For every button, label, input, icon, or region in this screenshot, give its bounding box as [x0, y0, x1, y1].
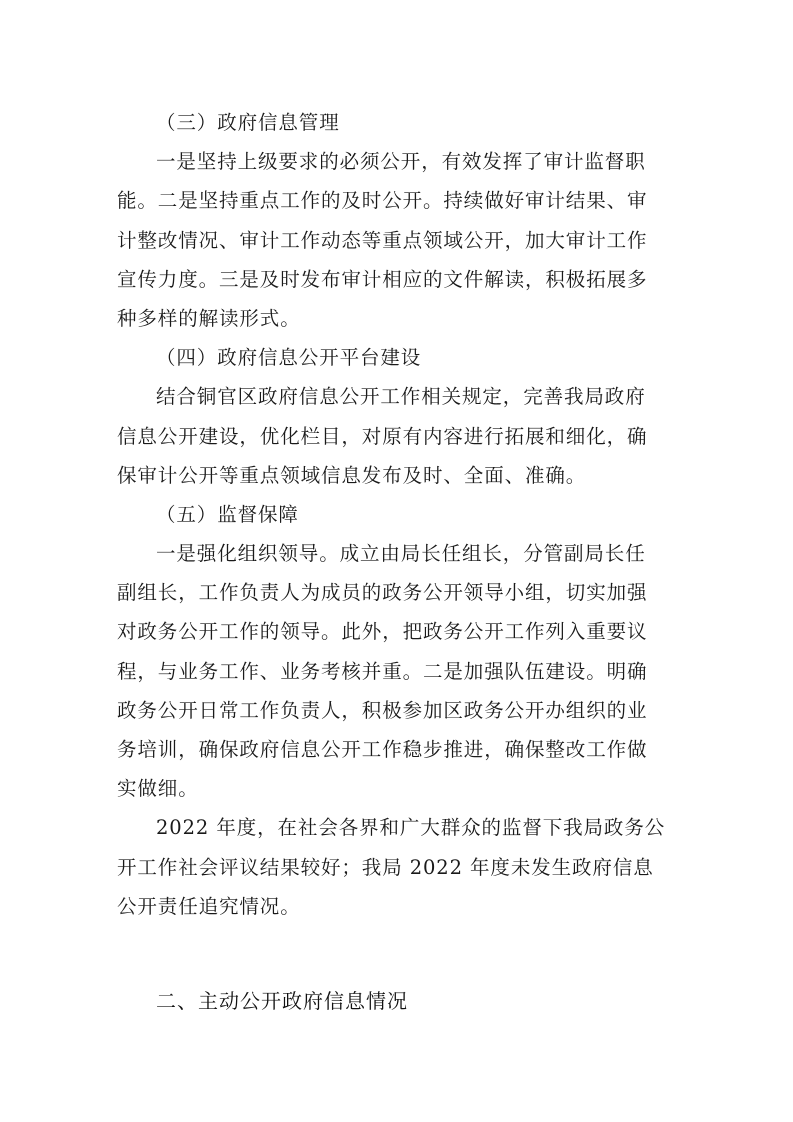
paragraph-line: 程，与业务工作、业务考核并重。二是加强队伍建设。明确: [117, 659, 648, 683]
paragraph-line: 能。二是坚持重点工作的及时公开。持续做好审计结果、审: [117, 189, 648, 213]
document-body: [117, 103, 677, 926]
paragraph-line: 信息公开建设，优化栏目，对原有内容进行拓展和细化，确: [117, 424, 648, 448]
paragraph-line: 一是强化组织领导。成立由局长任组长，分管副局长任: [156, 542, 646, 566]
paragraph-line: 务培训，确保政府信息公开工作稳步推进，确保整改工作做: [117, 738, 648, 761]
paragraph-line: 一是坚持上级要求的必须公开，有效发挥了审计监督职: [156, 150, 646, 174]
paragraph-line: 公开责任追究情况。: [117, 894, 301, 918]
paragraph-line: 种多样的解读形式。: [117, 306, 301, 330]
paragraph-line: 计整改情况、审计工作动态等重点领域公开，加大审计工作: [117, 228, 648, 252]
section-heading: 二、主动公开政府信息情况: [156, 989, 408, 1013]
paragraph-line: 开工作社会评议结果较好；我局 2022 年度未发生政府信息: [117, 855, 654, 879]
paragraph-line: 副组长，工作负责人为成员的政务公开领导小组，切实加强: [117, 581, 648, 605]
paragraph-line: 宣传力度。三是及时发布审计相应的文件解读，积极拓展多: [117, 267, 648, 291]
paragraph-line: 对政务公开工作的领导。此外，把政务公开工作列入重要议: [117, 620, 648, 644]
paragraph-line: 2022 年度，在社会各界和广大群众的监督下我局政务公: [156, 816, 666, 840]
subheading-4: （四）政府信息公开平台建设: [156, 346, 422, 370]
paragraph-line: 实做细。: [117, 777, 199, 801]
paragraph-line: 结合铜官区政府信息公开工作相关规定，完善我局政府: [156, 385, 646, 409]
subheading-3: （三）政府信息管理: [156, 111, 340, 134]
paragraph-line: 政务公开日常工作负责人，积极参加区政务公开办组织的业: [117, 698, 648, 722]
subheading-5: （五）监督保障: [156, 502, 299, 526]
paragraph-line: 保审计公开等重点领域信息发布及时、全面、准确。: [117, 463, 587, 487]
